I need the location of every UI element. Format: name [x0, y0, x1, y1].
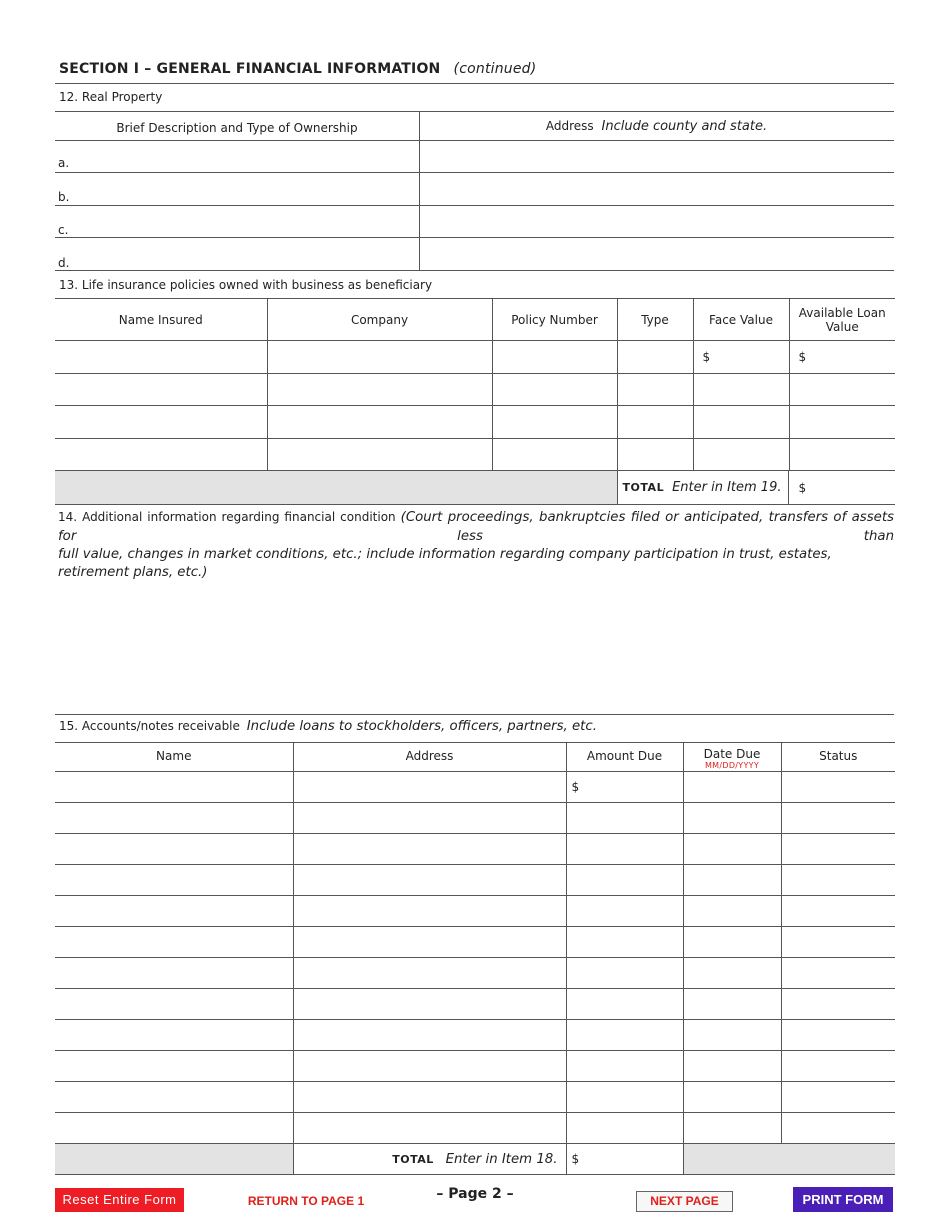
date-due-input[interactable]: [683, 1113, 781, 1144]
table-row: [55, 989, 895, 1020]
date-format-hint: MM/DD/YYYY: [704, 761, 760, 770]
table-row: [55, 1113, 895, 1144]
col-name: Name: [55, 743, 293, 772]
status-input[interactable]: [781, 1020, 895, 1051]
col-type: Type: [617, 299, 693, 341]
amount-due-input[interactable]: [566, 865, 683, 896]
type-input[interactable]: [617, 439, 693, 471]
name-insured-input[interactable]: [55, 341, 267, 374]
item14-hint-1: (Court proceedings, bankruptcies filed or anticipated, transfers of assets for less than: [58, 510, 894, 544]
total-row: [55, 1144, 895, 1175]
total-cell: [617, 471, 895, 505]
currency-symbol: $: [798, 350, 807, 364]
section-continued: (continued): [453, 61, 537, 77]
name-input[interactable]: [55, 865, 293, 896]
real-property-col-description: Brief Description and Type of Ownership: [116, 121, 358, 135]
face-value-input[interactable]: [693, 406, 789, 439]
table-row: [55, 1051, 895, 1082]
table-row: [55, 803, 895, 834]
address-input[interactable]: [293, 1082, 566, 1113]
address-input[interactable]: [293, 772, 566, 803]
company-input[interactable]: [267, 406, 492, 439]
name-input[interactable]: [55, 772, 293, 803]
status-input[interactable]: [781, 1113, 895, 1144]
table-row: [55, 927, 895, 958]
name-input[interactable]: [55, 1051, 293, 1082]
date-due-input[interactable]: [683, 958, 781, 989]
table-row: [55, 834, 895, 865]
address-input[interactable]: [293, 1051, 566, 1082]
total-row-filler: [55, 471, 617, 505]
total-label: TOTAL: [392, 1152, 434, 1166]
type-input[interactable]: [617, 341, 693, 374]
amount-due-input[interactable]: [566, 896, 683, 927]
item13-label: 13. Life insurance policies owned with business as beneficiary: [59, 278, 433, 292]
amount-due-input[interactable]: [566, 834, 683, 865]
real-property-col-address: [419, 119, 894, 134]
table-row: [55, 439, 895, 471]
loan-value-input[interactable]: [789, 374, 895, 406]
item12-label: 12. Real Property: [59, 90, 163, 104]
face-value-input[interactable]: [693, 341, 789, 374]
col-status: Status: [781, 743, 895, 772]
status-input[interactable]: [781, 927, 895, 958]
amount-due-input[interactable]: [566, 989, 683, 1020]
section-title: [59, 61, 536, 77]
company-input[interactable]: [267, 439, 492, 471]
col-company: Company: [267, 299, 492, 341]
address-input[interactable]: [293, 927, 566, 958]
table-row: [55, 374, 895, 406]
date-due-input[interactable]: [683, 772, 781, 803]
additional-info-textarea[interactable]: [55, 550, 894, 710]
status-input[interactable]: [781, 1051, 895, 1082]
address-hint: Include county and state.: [601, 119, 768, 134]
policy-number-input[interactable]: [492, 406, 617, 439]
col-amount-due: Amount Due: [566, 743, 683, 772]
table-row: [55, 772, 895, 803]
total-value-input[interactable]: [789, 471, 896, 504]
name-input[interactable]: [55, 1113, 293, 1144]
total-row-filler-right: [683, 1144, 895, 1175]
address-input[interactable]: [293, 865, 566, 896]
total-amount-input[interactable]: [566, 1144, 683, 1175]
real-property-description-a[interactable]: [72, 141, 418, 171]
name-input[interactable]: [55, 896, 293, 927]
table-row: [55, 865, 895, 896]
real-property-row-b: b.: [58, 190, 70, 204]
name-input[interactable]: [55, 989, 293, 1020]
name-insured-input[interactable]: [55, 406, 267, 439]
company-input[interactable]: [267, 374, 492, 406]
item15-label-block: [59, 719, 597, 734]
address-input[interactable]: [293, 989, 566, 1020]
reset-form-button[interactable]: Reset Entire Form: [55, 1188, 184, 1212]
total-row: [55, 471, 895, 505]
date-due-input[interactable]: [683, 803, 781, 834]
date-due-input[interactable]: [683, 1082, 781, 1113]
address-input[interactable]: [293, 834, 566, 865]
status-input[interactable]: [781, 896, 895, 927]
address-input[interactable]: [293, 1020, 566, 1051]
currency-symbol: $: [798, 480, 807, 495]
total-label-cell: [293, 1144, 566, 1175]
amount-due-input[interactable]: [566, 1113, 683, 1144]
real-property-row-c: c.: [58, 223, 69, 237]
amount-due-input[interactable]: [566, 803, 683, 834]
currency-symbol: $: [571, 780, 580, 794]
face-value-input[interactable]: [693, 439, 789, 471]
item14-hint-2: full value, changes in market conditions, etc.; include information regarding company participation in trust, estates, retirement plans, etc.): [58, 547, 832, 580]
date-due-input[interactable]: [683, 989, 781, 1020]
date-due-input[interactable]: [683, 834, 781, 865]
total-label: TOTAL: [622, 481, 665, 494]
total-row-filler: [55, 1144, 293, 1175]
accounts-receivable-table: [55, 742, 895, 1175]
address-input[interactable]: [293, 1113, 566, 1144]
date-due-text: Date Due: [703, 747, 761, 761]
amount-due-input[interactable]: [566, 772, 683, 803]
real-property-row-a: a.: [58, 156, 70, 170]
amount-due-input[interactable]: [566, 927, 683, 958]
real-property-address-d[interactable]: [420, 238, 894, 269]
loan-value-input[interactable]: [789, 406, 895, 439]
currency-symbol: $: [571, 1152, 580, 1166]
status-input[interactable]: [781, 989, 895, 1020]
table-row: [55, 341, 895, 374]
table-row: [55, 896, 895, 927]
col-face-value: Face Value: [693, 299, 789, 341]
name-input[interactable]: [55, 834, 293, 865]
total-hint: Enter in Item 19.: [672, 480, 782, 495]
real-property-description-d[interactable]: [72, 238, 418, 269]
name-input[interactable]: [55, 1082, 293, 1113]
print-form-button[interactable]: PRINT FORM: [793, 1187, 893, 1212]
item14-label: 14. Additional information regarding financial condition: [58, 510, 396, 524]
policy-number-input[interactable]: [492, 439, 617, 471]
real-property-address-b[interactable]: [420, 173, 894, 204]
address-input[interactable]: [293, 958, 566, 989]
status-input[interactable]: [781, 958, 895, 989]
section-title-text: SECTION I – GENERAL FINANCIAL INFORMATION: [59, 61, 441, 77]
amount-due-input[interactable]: [566, 1051, 683, 1082]
address-input[interactable]: [293, 896, 566, 927]
name-input[interactable]: [55, 927, 293, 958]
amount-due-input[interactable]: [566, 958, 683, 989]
real-property-address-c[interactable]: [420, 206, 894, 236]
address-header-text: Address: [545, 119, 594, 133]
name-input[interactable]: [55, 803, 293, 834]
loan-value-input[interactable]: [789, 439, 895, 471]
table-row: [55, 958, 895, 989]
real-property-row-d: d.: [58, 256, 70, 270]
page-number: – Page 2 –: [436, 1186, 514, 1202]
name-input[interactable]: [55, 1020, 293, 1051]
amount-due-input[interactable]: [566, 1082, 683, 1113]
col-name-insured: Name Insured: [55, 299, 267, 341]
status-input[interactable]: [781, 865, 895, 896]
date-due-input[interactable]: [683, 865, 781, 896]
table-row: [55, 406, 895, 439]
name-input[interactable]: [55, 958, 293, 989]
amount-due-input[interactable]: [566, 1020, 683, 1051]
status-input[interactable]: [781, 772, 895, 803]
col-date-due: [683, 743, 781, 772]
policy-number-input[interactable]: [492, 341, 617, 374]
life-insurance-table: [55, 298, 895, 505]
total-label-cell: [618, 471, 789, 504]
date-due-input[interactable]: [683, 1051, 781, 1082]
type-input[interactable]: [617, 406, 693, 439]
item15-hint: Include loans to stockholders, officers, partners, etc.: [246, 719, 597, 734]
status-input[interactable]: [781, 1082, 895, 1113]
col-policy-number: Policy Number: [492, 299, 617, 341]
status-input[interactable]: [781, 834, 895, 865]
date-due-input[interactable]: [683, 927, 781, 958]
name-insured-input[interactable]: [55, 374, 267, 406]
address-input[interactable]: [293, 803, 566, 834]
real-property-description-b[interactable]: [72, 173, 418, 204]
col-available-loan-value: Available Loan Value: [789, 299, 895, 341]
real-property-description-c[interactable]: [72, 206, 418, 236]
currency-symbol: $: [702, 350, 711, 364]
loan-value-input[interactable]: [789, 341, 895, 374]
item15-label: 15. Accounts/notes receivable: [59, 719, 240, 733]
real-property-address-a[interactable]: [420, 141, 894, 171]
status-input[interactable]: [781, 803, 895, 834]
next-page-button[interactable]: NEXT PAGE: [636, 1191, 733, 1212]
col-address: Address: [293, 743, 566, 772]
type-input[interactable]: [617, 374, 693, 406]
face-value-input[interactable]: [693, 374, 789, 406]
company-input[interactable]: [267, 341, 492, 374]
table-row: [55, 1020, 895, 1051]
date-due-input[interactable]: [683, 896, 781, 927]
name-insured-input[interactable]: [55, 439, 267, 471]
table-row: [55, 1082, 895, 1113]
policy-number-input[interactable]: [492, 374, 617, 406]
date-due-input[interactable]: [683, 1020, 781, 1051]
total-hint: Enter in Item 18.: [445, 1151, 558, 1167]
return-page-1-button[interactable]: RETURN TO PAGE 1: [247, 1194, 365, 1208]
